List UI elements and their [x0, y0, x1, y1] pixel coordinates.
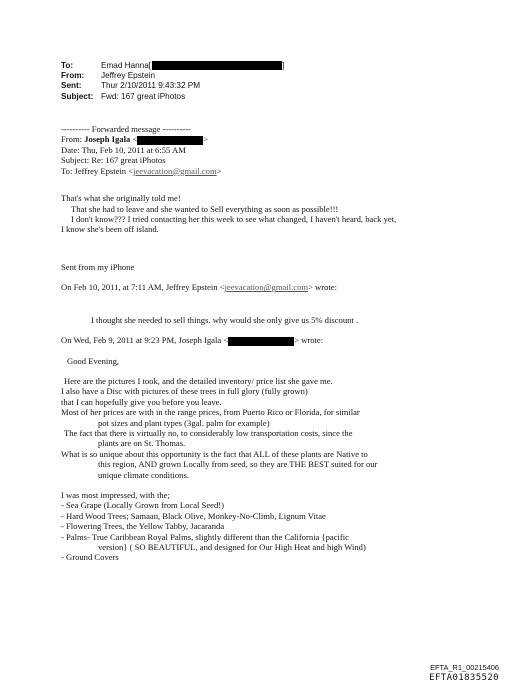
forward-to-prefix: To: Jeffrey Epstein <	[61, 165, 134, 176]
quote1-prefix: On Feb 10, 2011, at 7:11 AM, Jeffrey Epstein <	[61, 282, 225, 293]
forward-from-gt: >	[203, 134, 209, 145]
from-row	[61, 71, 284, 81]
message-line: this region, AND grown Locally from seed, so they are THE BEST suited for our	[98, 459, 378, 470]
to-value: Emad Hanna[	[101, 61, 152, 70]
redaction-block	[152, 61, 285, 70]
list-item: - Flowering Trees, the Yellow Tabby, Jacaranda	[61, 521, 225, 532]
sent-label: Sent:	[61, 81, 82, 91]
quote-header-2	[61, 335, 501, 346]
greeting: Good Evening,	[67, 355, 120, 366]
from-value: Jeffrey Epstein	[101, 71, 156, 81]
to-label: To:	[61, 61, 74, 70]
forward-from-name: Joseph Igala	[84, 134, 131, 145]
list-item: - Palms- True Caribbean Royal Palms, slightly different than the California {pacific	[61, 531, 349, 542]
email-link[interactable]: jeevacation@gmail.com	[224, 282, 309, 293]
sent-from-line: Sent from my iPhone	[61, 261, 135, 272]
quote1-suffix: > wrote:	[308, 282, 338, 293]
forward-to	[61, 166, 501, 176]
reply-line-4: I know she's been off island.	[61, 224, 159, 235]
reply-line-1: That's what she originally told me!	[61, 193, 181, 204]
message-line: pot sizes and plant types (3gal. palm for example)	[98, 417, 270, 428]
message-line: plants are on St. Thomas.	[98, 438, 186, 449]
forward-marker: ---------- Forwarded message ----------	[61, 124, 192, 134]
forward-to-suffix: >	[216, 165, 222, 176]
quote-header-1	[61, 282, 501, 292]
list-item: - Ground Covers	[61, 552, 119, 563]
list-item: - Hard Wood Trees; Samaan, Black Olive, Monkey-No-Climb, Lignum Vitae	[61, 510, 326, 521]
email-header	[61, 61, 284, 102]
forward-from	[61, 134, 501, 145]
redaction-block	[137, 136, 203, 145]
quote2-prefix: On Wed, Feb 9, 2011 at 9:23 PM, Joseph Igala <	[61, 335, 229, 345]
quote2-suffix: > wrote:	[294, 335, 324, 345]
list-item: - Sea Grape (Locally Grown from Local Seed!)	[61, 500, 224, 511]
reply-line-3: I don't know??? I tried contacting her this week to see what changed, I haven't heard, back yet,	[71, 213, 397, 224]
email-link[interactable]: jeevacation@gmail.com	[133, 165, 217, 176]
forward-from-prefix: From:	[61, 134, 85, 145]
impressed-line: I was most impressed, with the;	[61, 490, 170, 500]
forward-from-lt: <	[130, 134, 138, 145]
bates-number-1: EFTA_R1_00215406	[430, 663, 499, 672]
subject-label: Subject:	[61, 91, 94, 101]
subject-row	[61, 92, 284, 102]
subject-value: Fwd: 167 great iPhotos	[101, 91, 186, 101]
forward-subject: Subject: Re: 167 great iPhotos	[61, 155, 166, 166]
sent-row	[61, 81, 284, 91]
forward-date: Date: Thu, Feb 10, 2011 at 6:55 AM	[61, 144, 186, 155]
message-line: Here are the pictures I took, and the detailed inventory/ price list she gave me.	[64, 375, 333, 386]
epstein-line: I thought she needed to sell things. why would she only give us 5% discount .	[91, 314, 359, 325]
list-item: version} ( SO BEAUTIFUL, and designed for Our High Heat and high Wind)	[98, 542, 366, 553]
message-line: I also have a Disc with pictures of these trees in full glory (fully grown)	[61, 386, 308, 397]
message-line: unique climate conditions.	[98, 469, 189, 480]
reply-line-2: That she had to leave and she wanted to Sell everything as soon as possible!!!	[71, 203, 339, 214]
to-suffix: ]	[282, 61, 285, 70]
bates-number-2: EFTA01835520	[429, 673, 499, 683]
email-body	[61, 124, 501, 563]
redaction-block	[228, 337, 294, 346]
message-line: Most of her prices are with in the range prices, from Puerto Rico or Florida, for similar	[61, 407, 360, 418]
to-row	[61, 61, 284, 71]
message-line: The fact that there is virtually no, to considerably low transportation costs, since the	[64, 427, 353, 438]
message-line: that I can hopefully give you before you leave.	[61, 396, 222, 407]
sent-value: Thur 2/10/2011 9:43:32 PM	[101, 81, 201, 91]
message-line: What is so unique about this opportunity is the fact that ALL of these plants are Native to	[61, 448, 368, 459]
from-label: From:	[61, 71, 85, 81]
